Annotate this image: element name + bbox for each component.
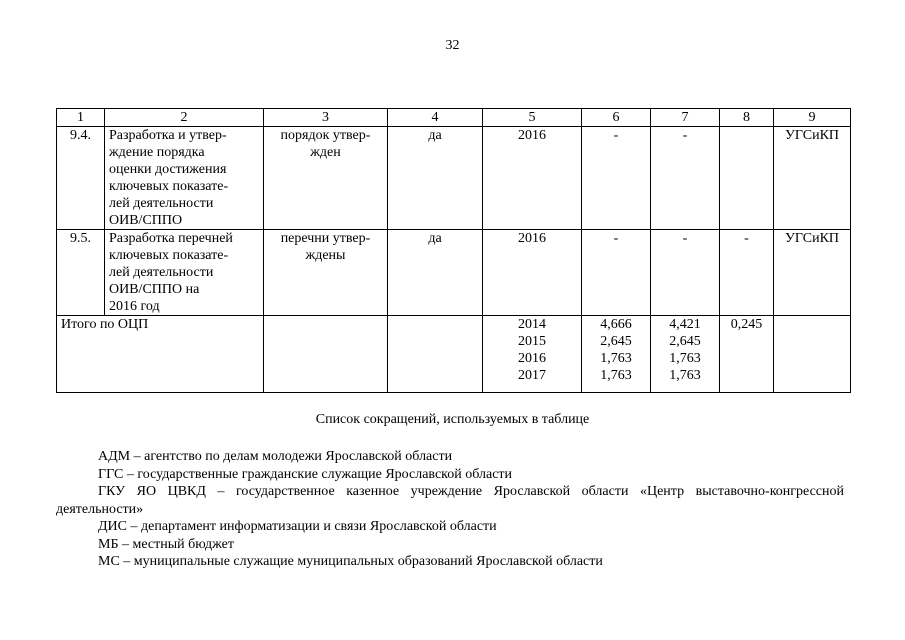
column-header: 6 bbox=[582, 109, 651, 127]
activity-result: перечни утвер- ждены bbox=[264, 230, 388, 316]
total-empty-cell bbox=[388, 316, 483, 393]
activity-executor: УГСиКП bbox=[774, 230, 851, 316]
total-empty-cell bbox=[774, 316, 851, 393]
abbreviations-caption: Список сокращений, используемых в таблице bbox=[315, 412, 590, 427]
column-header: 4 bbox=[388, 109, 483, 127]
activity-name: Разработка и утвер- ждение порядка оценки достижения ключевых показате- лей деятельности ОИВ/СППО bbox=[105, 127, 264, 230]
activity-flag: да bbox=[388, 230, 483, 316]
abbreviations-list bbox=[56, 448, 844, 571]
row-number: 9.4. bbox=[57, 127, 105, 230]
column-header: 7 bbox=[651, 109, 720, 127]
activity-col6: - bbox=[582, 127, 651, 230]
activity-executor: УГСиКП bbox=[774, 127, 851, 230]
column-header: 2 bbox=[105, 109, 264, 127]
abbreviation-item: ГКУ ЯО ЦВКД – государственное казенное учреждение Ярославской области «Центр выставочно-конгрессной деятельности» bbox=[56, 484, 844, 517]
abbreviation-item: МБ – местный бюджет bbox=[98, 536, 234, 552]
table-row bbox=[57, 127, 851, 230]
activity-result: порядок утвер- жден bbox=[264, 127, 388, 230]
column-header: 9 bbox=[774, 109, 851, 127]
column-header: 5 bbox=[483, 109, 582, 127]
program-table bbox=[56, 108, 851, 393]
total-row bbox=[57, 316, 851, 393]
abbreviation-item: МС – муниципальные служащие муниципальных образований Ярославской области bbox=[98, 554, 603, 569]
activity-col7: - bbox=[651, 127, 720, 230]
activity-year: 2016 bbox=[483, 127, 582, 230]
activity-col8: - bbox=[720, 230, 774, 316]
activity-name: Разработка перечней ключевых показате- лей деятельности ОИВ/СППО на 2016 год bbox=[105, 230, 264, 316]
activity-col7: - bbox=[651, 230, 720, 316]
column-header: 8 bbox=[720, 109, 774, 127]
abbreviation-item: ДИС – департамент информатизации и связи Ярославской области bbox=[98, 519, 497, 534]
activity-col8 bbox=[720, 127, 774, 230]
total-col7: 4,421 2,645 1,763 1,763 bbox=[651, 316, 720, 393]
abbreviation-item: АДМ – агентство по делам молодежи Ярославской области bbox=[98, 449, 453, 464]
row-number: 9.5. bbox=[57, 230, 105, 316]
total-years: 2014 2015 2016 2017 bbox=[483, 316, 582, 393]
activity-col6: - bbox=[582, 230, 651, 316]
column-header: 1 bbox=[57, 109, 105, 127]
page-number: 32 bbox=[445, 38, 460, 53]
column-header: 3 bbox=[264, 109, 388, 127]
abbreviation-item: ГГС – государственные гражданские служащие Ярославской области bbox=[98, 466, 513, 482]
activity-flag: да bbox=[388, 127, 483, 230]
total-col6: 4,666 2,645 1,763 1,763 bbox=[582, 316, 651, 393]
table-header-row bbox=[57, 109, 851, 127]
total-empty-cell bbox=[264, 316, 388, 393]
table-row bbox=[57, 230, 851, 316]
total-col8: 0,245 bbox=[720, 316, 774, 393]
total-label: Итого по ОЦП bbox=[57, 316, 264, 393]
activity-year: 2016 bbox=[483, 230, 582, 316]
